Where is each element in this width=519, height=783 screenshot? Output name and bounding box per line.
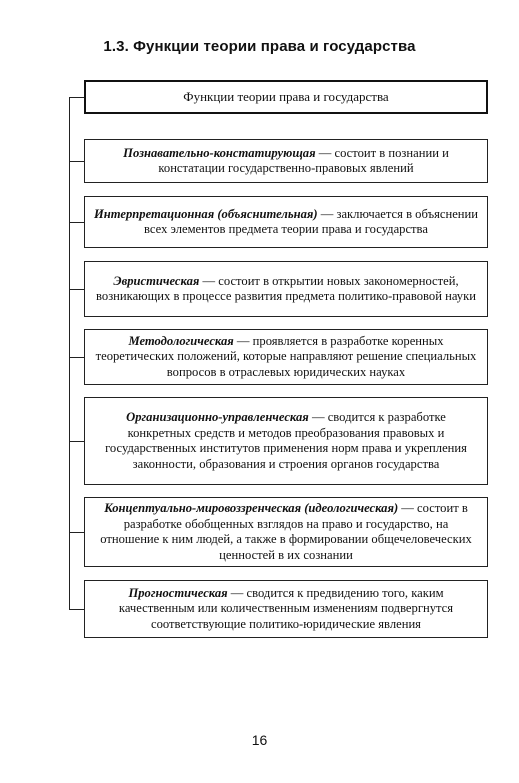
connector-line (69, 161, 84, 162)
function-term: Познавательно-констатирующая (123, 145, 316, 160)
function-description: — сводится к разработке конкретных средств и методов преобразования правовых и государственных институтов применения норм права и укрепления законности, образования и строения органов государства (105, 410, 467, 471)
function-description: — проявляется в разработке коренных теоретических положений, которые направляют решение специальных вопросов в отраслевых юридических науках (95, 333, 477, 379)
function-box-prognostic (84, 580, 488, 638)
function-box-methodological (84, 329, 488, 385)
page-title: 1.3. Функции теории права и государства (103, 38, 416, 55)
connector-line (69, 289, 84, 290)
function-description: — сводится к предвидению того, каким качественным или количественным изменениям подвергнутся соответствующие политико-юридические явления (118, 585, 454, 631)
function-box-heuristic (84, 261, 488, 317)
connector-line (69, 357, 84, 358)
function-description: — состоит в открытии новых закономерностей, возникающих в процессе развития предмета политико-правовой науки (96, 273, 476, 303)
connector-line (69, 609, 84, 610)
connector-line (69, 441, 84, 442)
connector-line (69, 532, 84, 533)
function-description: — заключается в объяснении всех элементов предмета теории права и государства (144, 206, 479, 236)
page-number: 16 (251, 732, 268, 748)
function-box-cognitive (84, 139, 488, 183)
diagram-title-box (84, 80, 488, 114)
connector-line (69, 222, 84, 223)
function-term: Эвристическая (113, 273, 200, 288)
function-term: Концептуально-мировоззренческая (идеологическая) (104, 501, 399, 515)
function-box-organizational (84, 397, 488, 485)
function-box-interpretive (84, 196, 488, 248)
function-description: — состоит в познании и констатации государственно-правовых явлений (158, 145, 449, 175)
function-term: Интерпретационная (объяснительная) (93, 206, 318, 221)
diagram-title-text: Функции теории права и государства (183, 89, 389, 105)
function-term: Организационно-управленческая (126, 410, 309, 424)
function-term: Прогностическая (128, 585, 228, 600)
connector-line (69, 97, 84, 98)
function-term: Методологическая (128, 333, 234, 348)
function-description: — состоит в разработке обобщенных взглядов на право и государство, на отношение к ним людей, а также в формировании общечеловеческих ценностей в их сознании (100, 501, 472, 562)
function-box-conceptual (84, 497, 488, 567)
